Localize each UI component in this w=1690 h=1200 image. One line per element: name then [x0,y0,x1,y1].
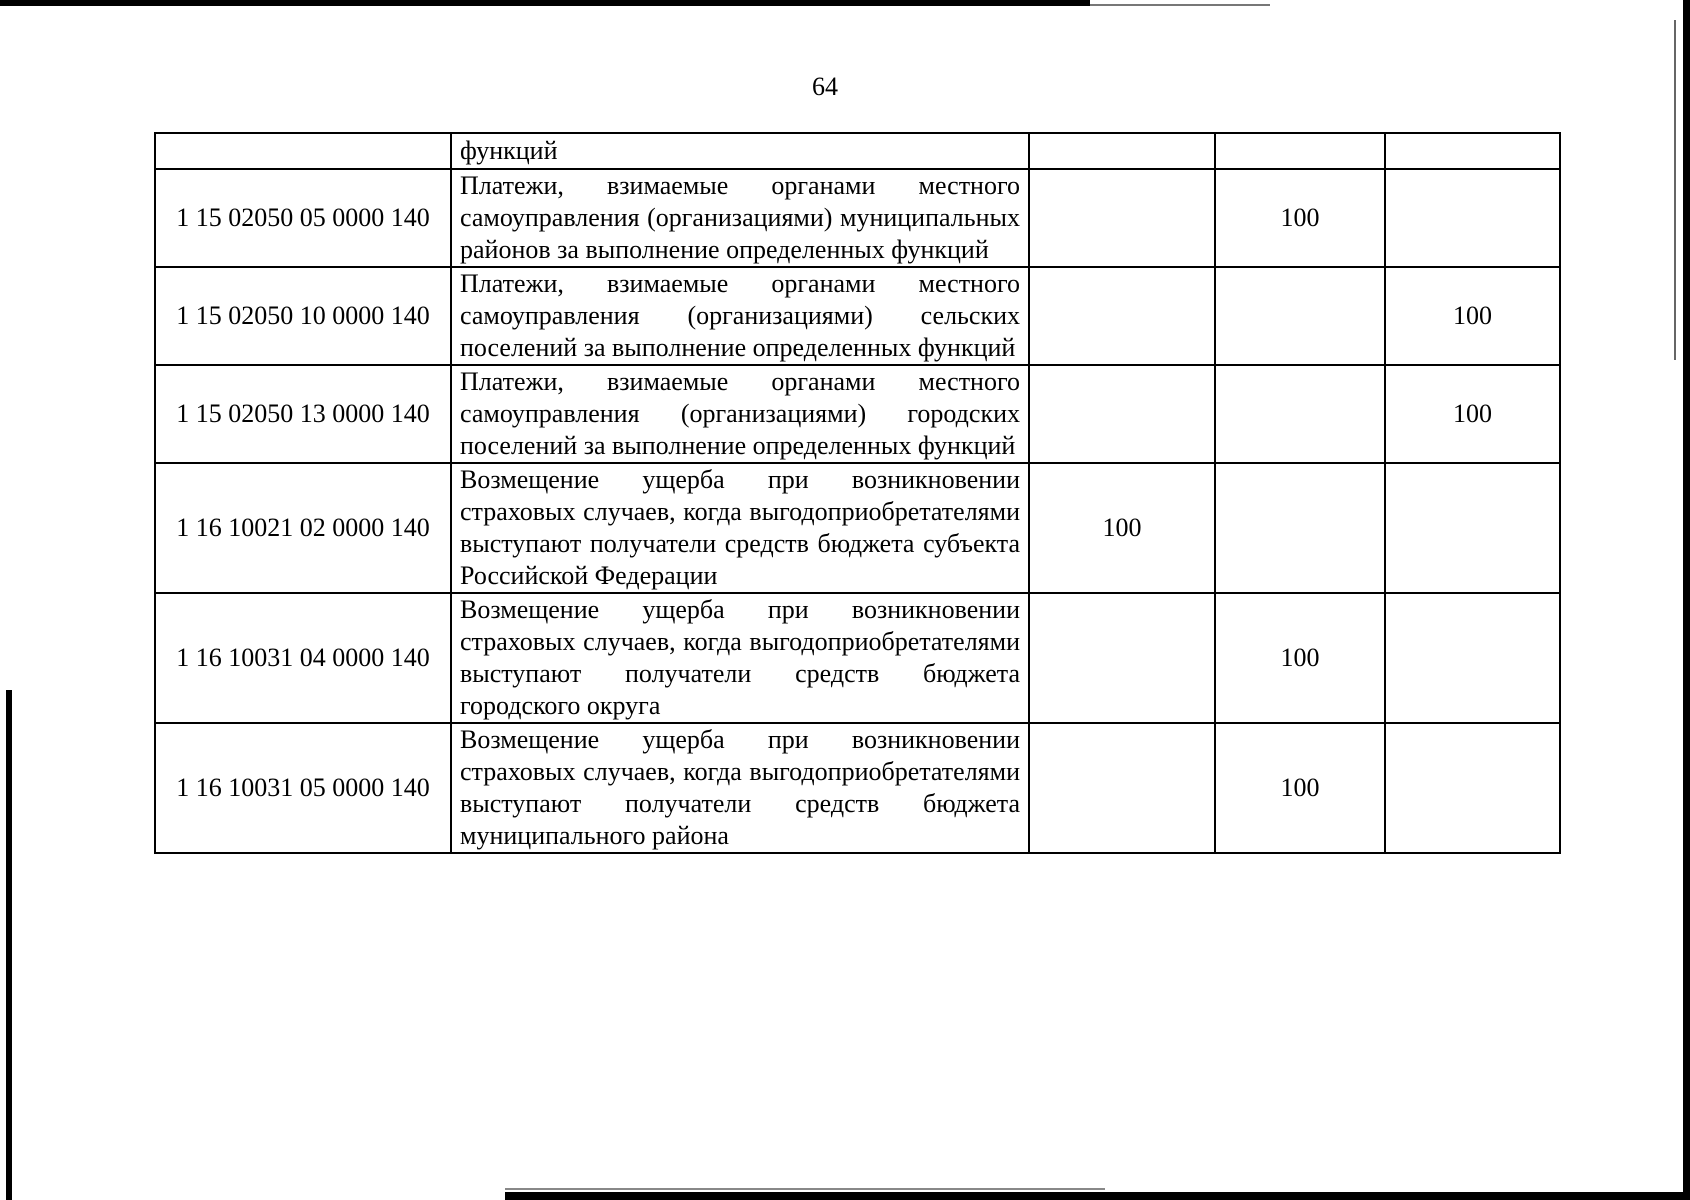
scan-border-top-thin [1090,4,1270,6]
revenue-distribution-table [154,132,1561,854]
row-name: Платежи, взимаемые органами местного самоуправления (организациями) городских поселений за выполнение определенных функций [451,365,1029,463]
scan-border-right [1683,0,1690,1200]
row-name: Платежи, взимаемые органами местного самоуправления (организациями) сельских поселений за выполнение определенных функций [451,267,1029,365]
row-value-col-1 [1029,723,1215,853]
row-value-col-2: 100 [1215,723,1385,853]
row-value-col-1 [1029,365,1215,463]
scan-border-top [0,0,1090,6]
row-value-col-2: 100 [1215,169,1385,267]
row-value-col-2 [1215,463,1385,593]
row-name: функций [451,133,1029,169]
row-value-col-2 [1215,133,1385,169]
row-code: 1 16 10021 02 0000 140 [155,463,451,593]
row-code: 1 15 02050 05 0000 140 [155,169,451,267]
row-value-col-1: 100 [1029,463,1215,593]
row-value-col-3: 100 [1385,365,1560,463]
row-value-col-2 [1215,365,1385,463]
row-name: Возмещение ущерба при возникновении страховых случаев, когда выгодоприобретателями выступают получатели средств бюджета городского округа [451,593,1029,723]
row-value-col-2: 100 [1215,593,1385,723]
row-code: 1 16 10031 04 0000 140 [155,593,451,723]
row-code: 1 16 10031 05 0000 140 [155,723,451,853]
scan-border-bottom-thin [505,1188,1105,1190]
row-code [155,133,451,169]
row-value-col-2 [1215,267,1385,365]
row-value-col-1 [1029,593,1215,723]
row-name: Возмещение ущерба при возникновении страховых случаев, когда выгодоприобретателями выступают получатели средств бюджета муниципального района [451,723,1029,853]
row-value-col-3 [1385,169,1560,267]
row-value-col-3: 100 [1385,267,1560,365]
scan-border-bottom [505,1192,1690,1200]
table-row [155,593,1560,723]
row-value-col-3 [1385,593,1560,723]
table-row [155,723,1560,853]
row-value-col-1 [1029,133,1215,169]
row-value-col-3 [1385,133,1560,169]
table-row [155,267,1560,365]
row-code: 1 15 02050 10 0000 140 [155,267,451,365]
row-code: 1 15 02050 13 0000 140 [155,365,451,463]
page-number: 64 [812,72,838,101]
row-value-col-3 [1385,463,1560,593]
row-value-col-1 [1029,267,1215,365]
table-row [155,463,1560,593]
row-name: Возмещение ущерба при возникновении страховых случаев, когда выгодоприобретателями выступают получатели средств бюджета субъекта Российской Федерации [451,463,1029,593]
table-row [155,133,1560,169]
scan-border-left [6,690,12,1200]
table-row [155,169,1560,267]
row-value-col-3 [1385,723,1560,853]
row-name: Платежи, взимаемые органами местного самоуправления (организациями) муниципальных районов за выполнение определенных функций [451,169,1029,267]
table-row [155,365,1560,463]
scan-border-right-thin [1674,20,1676,360]
row-value-col-1 [1029,169,1215,267]
